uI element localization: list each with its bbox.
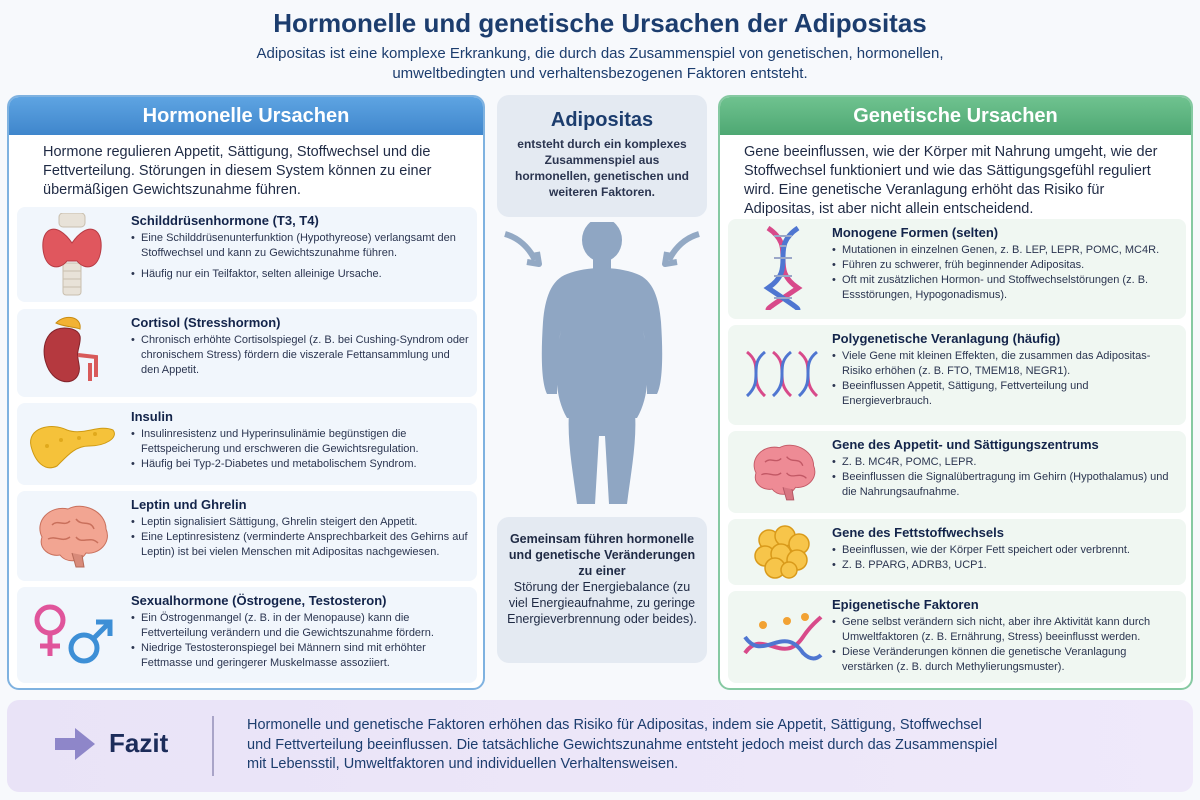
center-summary-box <box>497 95 707 217</box>
brain-icon <box>738 433 828 511</box>
fat-cells-icon <box>738 521 828 583</box>
card-title: Epigenetische Faktoren <box>832 597 979 612</box>
card-title: Gene des Fettstoffwechsels <box>832 525 1004 540</box>
card-title: Gene des Appetit- und Sättigungszentrums <box>832 437 1099 452</box>
center-top-text: entsteht durch ein komplexes Zusammenspiel aus hormonellen, genetischen und weiteren Faktoren. <box>514 137 690 199</box>
card-bullet: • Führen zu schwerer, früh beginnender Adipositas. <box>832 258 1178 273</box>
genetic-causes-panel <box>718 95 1193 690</box>
card-leptin-ghrelin <box>17 491 477 581</box>
card-appetite-genes <box>728 431 1186 513</box>
card-bullet: • Eine Schilddrüsenunterfunktion (Hypothyreose) verlangsamt den Stoffwechsel und kann zu Gewichtszunahme führen. <box>131 231 469 261</box>
card-bullet: • Viele Gene mit kleinen Effekten, die zusammen das Adipositas-Risiko erhöhen (z. B. FTO, TMEM18, NEGR1). <box>832 349 1178 379</box>
card-bullet: • Z. B. MC4R, POMC, LEPR. <box>832 455 1178 470</box>
card-bullet: • Eine Leptinresistenz (verminderte Ansprechbarkeit des Gehirns auf Leptin) ist bei vielen Menschen mit Adipositas nachgewiesen. <box>131 530 469 560</box>
divider <box>212 716 214 776</box>
pancreas-icon <box>27 405 117 483</box>
card-fat-metabolism <box>728 519 1186 585</box>
conclusion-text: Hormonelle und genetische Faktoren erhöhen das Risiko für Adipositas, indem sie Appetit, Sättigung, Stoffwechsel und Fettverteilung beeinflussen. Die tatsächliche Gewichtszunahme entsteht jedoch meist durch das Zusammenspiel mit Lebensstil, Umweltfaktoren und individuellen Verhaltensweisen. <box>247 717 998 772</box>
conclusion-label: Fazit <box>109 728 169 758</box>
card-sex-hormones <box>17 587 477 683</box>
card-bullet: • Oft mit zusätzlichen Hormon- und Stoffwechselstörungen (z. B. Essstörungen, Hypogonadismus). <box>832 273 1178 303</box>
body-silhouette-illustration <box>497 222 707 512</box>
hormonal-causes-panel <box>7 95 485 690</box>
gender-symbols-icon <box>27 591 117 679</box>
card-bullet: • Niedrige Testosteronspiegel bei Männern sind mit erhöhter Fettmasse und geringerer Muskelmasse assoziiert. <box>131 641 469 671</box>
card-bullet: • Beeinflussen Appetit, Sättigung, Fettverteilung und Energieverbrauch. <box>832 379 1178 409</box>
card-bullet: • Diese Veränderungen können die genetische Veranlagung verstärken (z. B. durch Methylierungsmuster). <box>832 645 1178 675</box>
thyroid-icon <box>27 211 117 299</box>
brain-icon <box>27 495 117 577</box>
center-heading: Adipositas <box>550 109 654 131</box>
arrow-right-icon <box>669 234 699 260</box>
card-bullet: • Insulinresistenz und Hyperinsulinämie begünstigen die Fettspeicherung und erschweren die Gewichtsregulation. <box>131 427 469 457</box>
genetic-causes-heading: Genetische Ursachen <box>720 97 1191 135</box>
card-bullet: • Leptin signalisiert Sättigung, Ghrelin steigert den Appetit. <box>131 515 469 530</box>
page-title: Hormonelle und genetische Ursachen der Adipositas <box>273 8 927 38</box>
card-title: Cortisol (Stresshormon) <box>131 315 281 330</box>
card-title: Polygenetische Veranlagung (häufig) <box>832 331 1061 346</box>
card-title: Insulin <box>131 409 173 424</box>
card-bullet: • Z. B. PPARG, ADRB3, UCP1. <box>832 558 1178 573</box>
card-bullet: • Beeinflussen die Signalübertragung im Gehirn (Hypothalamus) und die Nahrungsaufnahme. <box>832 470 1178 500</box>
hormonal-causes-heading: Hormonelle Ursachen <box>9 97 483 135</box>
arrow-right-icon <box>55 728 95 760</box>
center-conclusion-box <box>497 517 707 663</box>
genetic-intro: Gene beeinflussen, wie der Körper mit Nahrung umgeht, wie der Stoffwechsel funktioniert und wie das Sättigungsgefühl reguliert wird. Eine genetische Veranlagung erhöht das Risiko für Adipositas, ist aber nicht allein entscheidend. <box>744 144 1158 217</box>
card-thyroid <box>17 207 477 302</box>
card-insulin <box>17 403 477 485</box>
card-bullet: • Beeinflussen, wie der Körper Fett speichert oder verbrennt. <box>832 543 1178 558</box>
card-title: Monogene Formen (selten) <box>832 225 999 240</box>
card-epigenetic <box>728 591 1186 683</box>
adrenal-kidney-icon <box>27 311 117 395</box>
arrow-left-icon <box>505 234 535 260</box>
epigenetic-dna-icon <box>738 595 828 679</box>
center-bottom-bold: Gemeinsam führen hormonelle und genetische Veränderungen zu einer <box>508 532 696 578</box>
card-title: Sexualhormone (Östrogene, Testosteron) <box>131 593 387 608</box>
dna-icon <box>738 223 828 315</box>
center-bottom-text: Störung der Energiebalance (zu viel Energieaufnahme, zu geringe Energieverbrennung oder beides). <box>507 580 697 626</box>
card-bullet: • Mutationen in einzelnen Genen, z. B. LEP, LEPR, POMC, MC4R. <box>832 243 1178 258</box>
hormonal-intro: Hormone regulieren Appetit, Sättigung, Stoffwechsel und die Fettverteilung. Störungen in diesem System können zu einer übermäßigen Gewichtszunahme führen. <box>43 144 432 198</box>
card-cortisol <box>17 309 477 397</box>
card-bullet: • Häufig nur ein Teilfaktor, selten alleinige Ursache. <box>131 267 469 282</box>
card-title: Leptin und Ghrelin <box>131 497 247 512</box>
conclusion-banner <box>7 700 1193 792</box>
card-monogenic <box>728 219 1186 319</box>
card-title: Schilddrüsenhormone (T3, T4) <box>131 213 319 228</box>
card-bullet: • Gene selbst verändern sich nicht, aber ihre Aktivität kann durch Umweltfaktoren (z. B. Ernährung, Stress) beeinflusst werden. <box>832 615 1178 645</box>
multi-dna-icon <box>738 329 828 421</box>
card-bullet: • Ein Östrogenmangel (z. B. in der Menopause) kann die Fettverteilung verändern und die Gewichtszunahme fördern. <box>131 611 469 641</box>
page-subtitle: Adipositas ist eine komplexe Erkrankung, die durch das Zusammenspiel von genetischen, hormonellen, umweltbedingten und verhaltensbezogenen Faktoren entsteht. <box>256 45 944 82</box>
card-polygenic <box>728 325 1186 425</box>
card-bullet: • Chronisch erhöhte Cortisolspiegel (z. B. bei Cushing-Syndrom oder chronischem Stress) fördern die viszerale Fettansammlung und den Appetit. <box>131 333 469 378</box>
card-bullet: • Häufig bei Typ-2-Diabetes und metabolischem Syndrom. <box>131 457 469 472</box>
